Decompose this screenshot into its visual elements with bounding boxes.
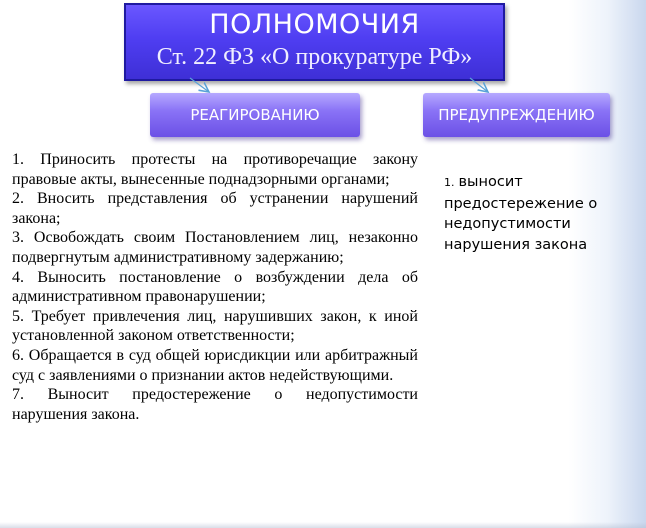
warn-item-text: выносит предостережение о недопустимости нарушения закона (444, 174, 598, 253)
react-item-6: 6. Обращается в суд общей юрисдикции или арбитражный суд с заявлениями о признании актов недействующими. (12, 346, 418, 384)
react-item-3: 3. Освобождать своим Постановлением лиц, незаконно подвергнутым административному задержанию; (12, 229, 418, 266)
title-main: ПОЛНОМОЧИЯ (209, 9, 420, 40)
branch-react: РЕАГИРОВАНИЮ (150, 93, 360, 137)
react-item-7: 7. Выносит предостережение о недопустимости нарушения закона. (12, 386, 418, 423)
branch-warn: ПРЕДУПРЕЖДЕНИЮ (423, 93, 610, 137)
title-box (124, 3, 505, 81)
react-item-4: 4. Выносить постановление о возбуждении дела об административном правонарушении; (12, 268, 418, 306)
slide-bottom-edge (0, 522, 646, 528)
react-item-1: 1. Приносить протесты на противоречащие закону правовые акты, вынесенные поднадзорными органами; (12, 151, 418, 188)
react-list (12, 150, 418, 424)
warn-item-number: 1. (444, 176, 455, 189)
title-subtitle: Ст. 22 ФЗ «О прокуратуре РФ» (156, 44, 473, 70)
react-item-2: 2. Вносить представления об устранении нарушений закона; (12, 190, 418, 227)
warn-item-1 (444, 172, 612, 255)
warn-list (444, 172, 612, 255)
react-item-5: 5. Требует привлечения лиц, нарушивших закон, к иной установленной законом ответственности; (12, 307, 418, 345)
